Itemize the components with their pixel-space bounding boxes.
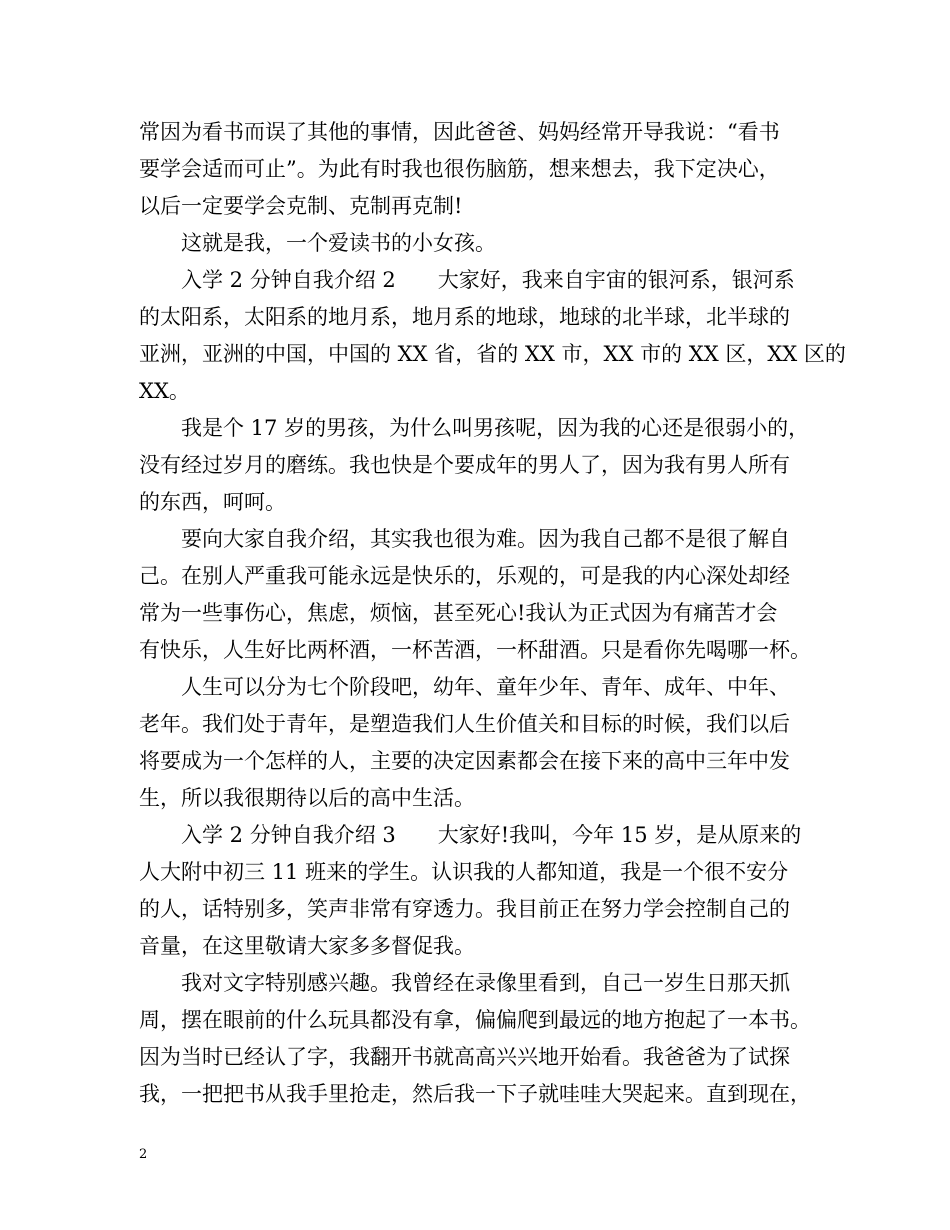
text-line: 将要成为一个怎样的人，主要的决定因素都会在接下来的高中三年中发 bbox=[139, 749, 790, 773]
text-line: 我，一把把书从我手里抢走，然后我一下子就哇哇大哭起来。直到现在， bbox=[139, 1082, 811, 1106]
text-line: 要向大家自我介绍，其实我也很为难。因为我自己都不是很了解自 bbox=[181, 527, 790, 551]
text-line: 我对文字特别感兴趣。我曾经在录像里看到，自己一岁生日那天抓 bbox=[181, 971, 790, 995]
text-line: 亚洲，亚洲的中国，中国的 XX 省，省的 XX 市，XX 市的 XX 区，XX 区的 bbox=[139, 342, 846, 366]
text-line: 周，摆在眼前的什么玩具都没有拿，偏偏爬到最远的地方抱起了一本书。 bbox=[139, 1008, 811, 1032]
text-line: 常因为看书而误了其他的事情，因此爸爸、妈妈经常开导我说：“看书 bbox=[139, 120, 780, 144]
text-line: 人大附中初三 11 班来的学生。认识我的人都知道，我是一个很不安分 bbox=[139, 860, 789, 884]
text-line: 因为当时已经认了字，我翻开书就高高兴兴地开始看。我爸爸为了试探 bbox=[139, 1045, 790, 1069]
text-line: 的太阳系，太阳系的地月系，地月系的地球，地球的北半球，北半球的 bbox=[139, 305, 790, 329]
text-line: 有快乐，人生好比两杯酒，一杯苦酒，一杯甜酒。只是看你先喝哪一杯。 bbox=[139, 638, 811, 662]
text-line: 老年。我们处于青年，是塑造我们人生价值关和目标的时候，我们以后 bbox=[139, 712, 790, 736]
text-line: 要学会适而可止”。为此有时我也很伤脑筋，想来想去，我下定决心， bbox=[139, 157, 780, 181]
text-line: 生，所以我很期待以后的高中生活。 bbox=[139, 786, 475, 810]
text-line: 人生可以分为七个阶段吧，幼年、童年少年、青年、成年、中年、 bbox=[181, 675, 790, 699]
page-number: 2 bbox=[139, 1147, 148, 1162]
text-line: 以后一定要学会克制、克制再克制! bbox=[139, 194, 463, 218]
text-line: 己。在别人严重我可能永远是快乐的，乐观的，可是我的内心深处却经 bbox=[139, 564, 790, 588]
text-line: 这就是我，一个爱读书的小女孩。 bbox=[181, 231, 496, 255]
text-line: 的人，话特别多，笑声非常有穿透力。我目前正在努力学会控制自己的 bbox=[139, 897, 790, 921]
text-line: 常为一些事伤心，焦虑，烦恼，甚至死心!我认为正式因为有痛苦才会 bbox=[139, 601, 778, 625]
text-line: 入学 2 分钟自我介绍 2 大家好，我来自宇宙的银河系，银河系 bbox=[181, 268, 795, 292]
text-line: 的东西，呵呵。 bbox=[139, 490, 286, 514]
text-line: 入学 2 分钟自我介绍 3 大家好!我叫，今年 15 岁，是从原来的 bbox=[181, 823, 802, 847]
text-line: XX。 bbox=[139, 379, 190, 403]
text-line: 没有经过岁月的磨练。我也快是个要成年的男人了，因为我有男人所有 bbox=[139, 453, 790, 477]
text-line: 我是个 17 岁的男孩，为什么叫男孩呢，因为我的心还是很弱小的， bbox=[181, 416, 810, 440]
text-line: 音量，在这里敬请大家多多督促我。 bbox=[139, 934, 475, 958]
